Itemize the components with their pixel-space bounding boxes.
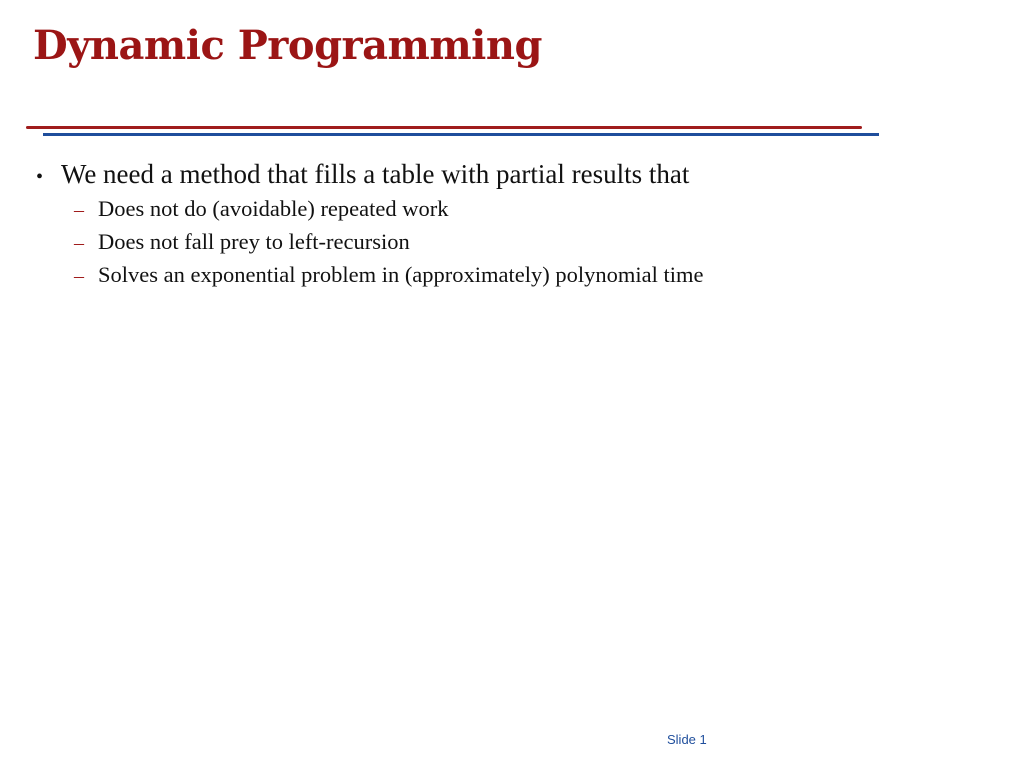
bullet-marker: • xyxy=(36,166,44,188)
sub-bullet-list xyxy=(36,193,996,292)
sub-bullet-text: Solves an exponential problem in (approximately) polynomial time xyxy=(98,262,704,287)
bullet-item xyxy=(36,158,996,193)
slide-content xyxy=(36,158,996,292)
dash-marker: – xyxy=(74,232,84,254)
title-underline-red xyxy=(26,126,862,129)
dash-marker: – xyxy=(74,265,84,287)
title-underline-blue xyxy=(43,133,879,136)
sub-bullet-text: Does not fall prey to left-recursion xyxy=(98,229,410,254)
sub-bullet-item xyxy=(74,193,996,226)
slide-title: Dynamic Programming xyxy=(33,22,542,69)
sub-bullet-item xyxy=(74,259,996,292)
slide-number: Slide 1 xyxy=(667,732,707,747)
dash-marker: – xyxy=(74,199,84,221)
sub-bullet-text: Does not do (avoidable) repeated work xyxy=(98,196,449,221)
sub-bullet-item xyxy=(74,226,996,259)
bullet-text: We need a method that fills a table with partial results that xyxy=(61,159,690,189)
